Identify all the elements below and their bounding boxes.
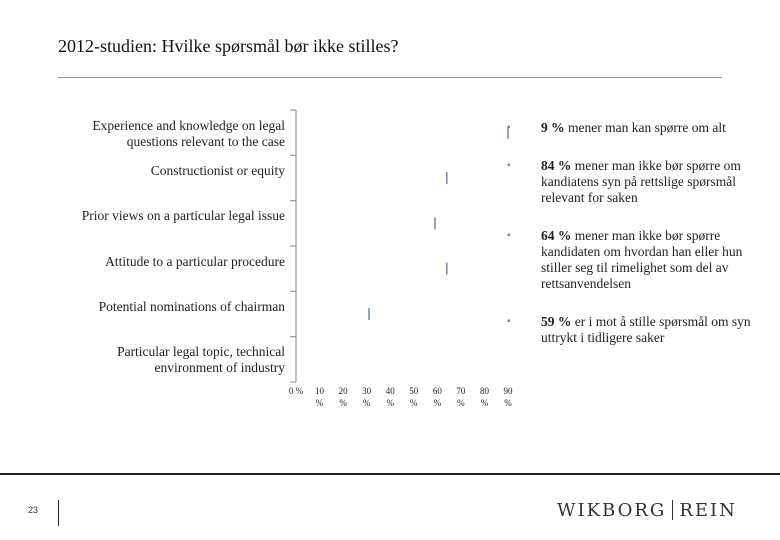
x-tick-label: 0 % bbox=[288, 386, 304, 396]
x-tick-label: 20 % bbox=[338, 386, 348, 408]
finding-percent: 84 % bbox=[541, 158, 572, 173]
bullet-icon: ▪ bbox=[507, 316, 511, 327]
finding-text: mener man ikke bør spørre kandidaten om hvordan han eller hun stiller seg til rimelighet som del av rettsanvendelsen bbox=[541, 228, 743, 291]
slide-title: 2012-studien: Hvilke spørsmål bør ikke stilles? bbox=[58, 36, 399, 56]
finding-text: mener man kan spørre om alt bbox=[568, 120, 726, 135]
bullet-icon: ▪ bbox=[507, 230, 511, 241]
category-label: Constructionist or equity bbox=[150, 163, 285, 178]
category-label: Prior views on a particular legal issue bbox=[81, 208, 285, 223]
x-tick-label: 90 % bbox=[503, 386, 513, 408]
logo-right: REIN bbox=[679, 499, 737, 521]
x-tick-label: 80 % bbox=[479, 386, 489, 408]
finding-item bbox=[507, 120, 767, 136]
x-tick-label: 70 % bbox=[456, 386, 466, 408]
category-label: Particular legal topic, technical environment of industry bbox=[117, 344, 285, 375]
category-label: Attitude to a particular procedure bbox=[105, 254, 285, 269]
category-label: Potential nominations of chairman bbox=[98, 299, 285, 314]
key-findings-list bbox=[507, 120, 767, 346]
finding-text: mener man ikke bør spørre om kandiatens syn på rettslige spørsmål relevant for saken bbox=[541, 158, 741, 205]
finding-percent: 9 % bbox=[541, 120, 565, 135]
x-tick-label: 40 % bbox=[385, 386, 395, 408]
logo-left: WIKBORG bbox=[557, 499, 667, 521]
page-number: 23 bbox=[28, 505, 39, 515]
x-tick-label: 10 % bbox=[315, 386, 325, 408]
finding-item bbox=[507, 314, 767, 346]
finding-percent: 64 % bbox=[541, 228, 572, 243]
page-number-divider bbox=[58, 500, 59, 526]
finding-item bbox=[507, 228, 767, 292]
logo-separator bbox=[672, 500, 673, 520]
wikborg-rein-logo bbox=[557, 499, 737, 521]
finding-item bbox=[507, 158, 767, 206]
bullet-icon: ▪ bbox=[507, 122, 511, 133]
x-tick-label: 30 % bbox=[362, 386, 372, 408]
finding-percent: 59 % bbox=[541, 314, 572, 329]
finding-text: er i mot å stille spørsmål om syn uttrykt i tidligere saker bbox=[541, 314, 751, 345]
x-tick-label: 60 % bbox=[432, 386, 442, 408]
bullet-icon: ▪ bbox=[507, 160, 511, 171]
category-label: Experience and knowledge on legal questions relevant to the case bbox=[92, 118, 285, 149]
x-tick-label: 50 % bbox=[409, 386, 419, 408]
footer-divider bbox=[0, 473, 780, 475]
